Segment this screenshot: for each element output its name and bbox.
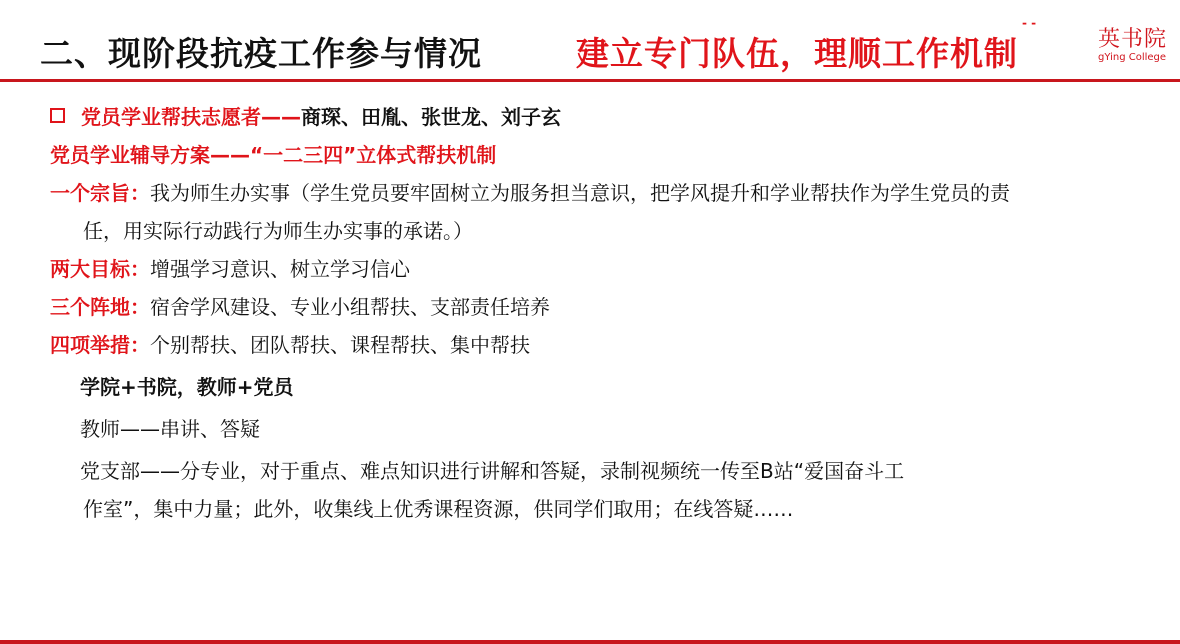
- volunteers-label: 党员学业帮扶志愿者——: [81, 105, 301, 129]
- college-logo: [1022, 16, 1176, 68]
- slide-title: 二、现阶段抗疫工作参与情况: [40, 34, 482, 73]
- plan-title: 党员学业辅导方案——“一二三四”立体式帮扶机制: [50, 143, 497, 167]
- list-item: [50, 250, 1160, 288]
- slide-subtitle: 建立专门队伍，理顺工作机制: [576, 34, 1018, 73]
- item-label: 一个宗旨：: [50, 181, 150, 205]
- item-label: 两大目标：: [50, 257, 150, 281]
- list-item: [50, 326, 1160, 364]
- item-text: 宿舍学风建设、专业小组帮扶、支部责任培养: [150, 295, 550, 319]
- roles-title: 学院+书院，教师+党员: [80, 375, 294, 399]
- item-text: 我为师生办实事（学生党员要牢固树立为服务担当意识，把学风提升和学业帮扶作为学生党员的责: [150, 181, 1010, 205]
- footer-divider: [0, 640, 1180, 644]
- volunteers-names: 商琛、田胤、张世龙、刘子玄: [301, 105, 561, 129]
- logo-english-text: gYing College: [1098, 52, 1167, 63]
- list-item: [50, 288, 1160, 326]
- slide-body: [50, 98, 1160, 528]
- branch-line: 党支部——分专业，对于重点、难点知识进行讲解和答疑，录制视频统一传至B站“爱国奋斗工: [80, 459, 905, 483]
- teacher-line: 教师——串讲、答疑: [80, 417, 260, 441]
- branch-line-continuation: 作室”，集中力量；此外，收集线上优秀课程资源，供同学们取用；在线答疑……: [83, 497, 794, 521]
- item-text: 个别帮扶、团队帮扶、课程帮扶、集中帮扶: [150, 333, 530, 357]
- volunteers-line: [50, 98, 1160, 136]
- item-text: 增强学习意识、树立学习信心: [150, 257, 410, 281]
- item-text-continuation: 任，用实际行动践行为师生办实事的承诺。）: [83, 219, 473, 243]
- item-label: 四项举措：: [50, 333, 150, 357]
- square-bullet-icon: [50, 108, 65, 123]
- list-item: [50, 174, 1160, 212]
- logo-decoration: - -: [1022, 16, 1037, 30]
- item-label: 三个阵地：: [50, 295, 150, 319]
- logo-chinese-text: 英书院: [1098, 27, 1168, 52]
- header-divider: [0, 79, 1180, 82]
